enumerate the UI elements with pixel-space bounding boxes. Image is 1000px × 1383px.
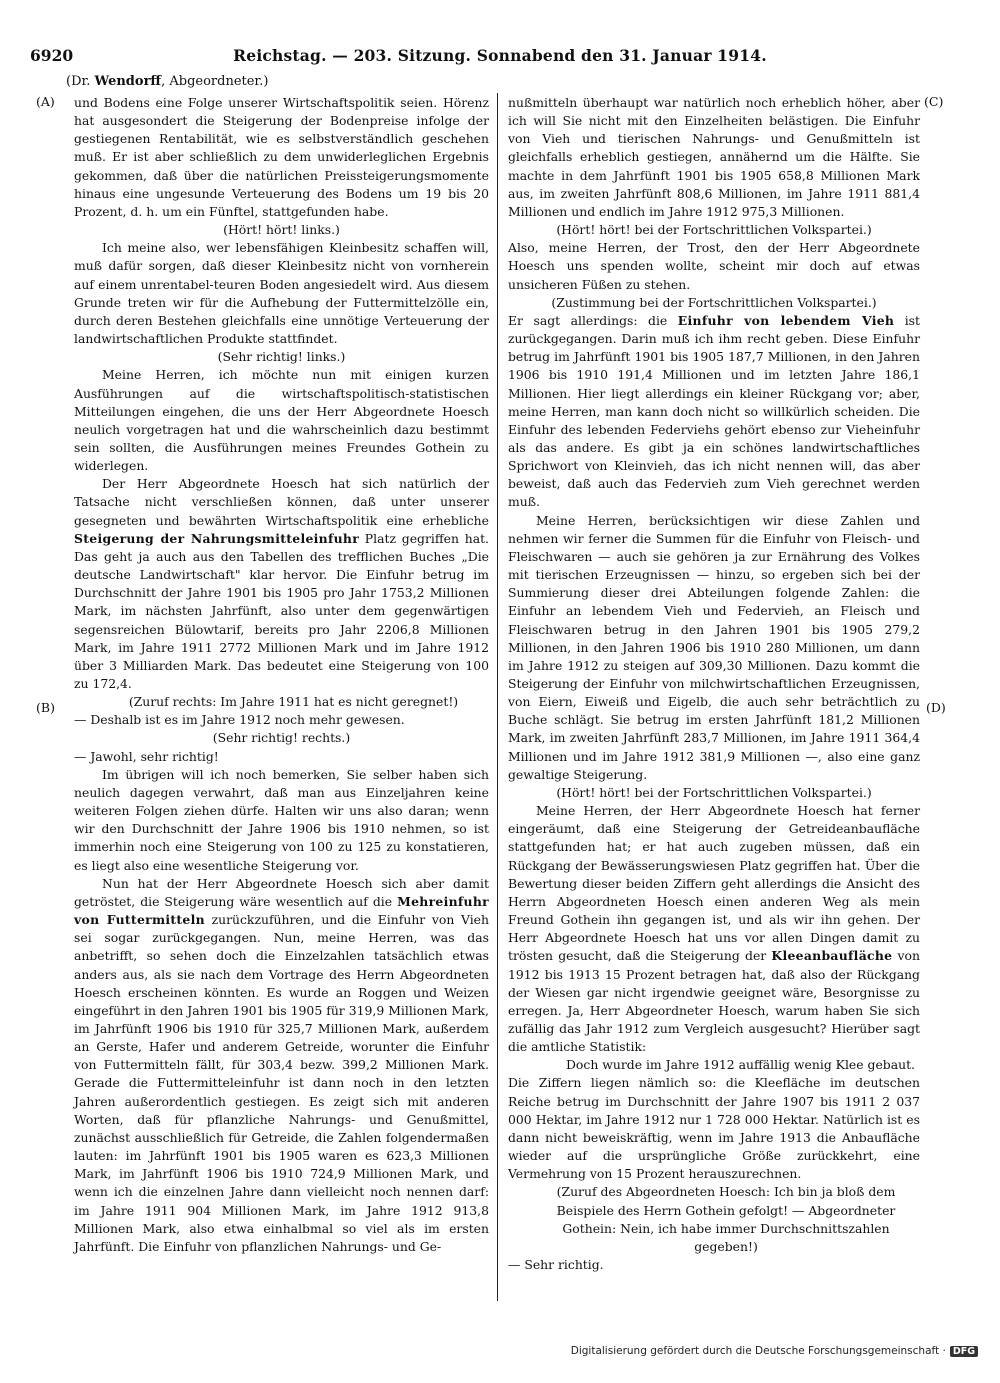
text-run: ist zurückgegangen. Darin muß ich ihm recht geben. Diese Einfuhr betrug im Jahrfünft 1901 bis 1905 187,7 Millionen, in den Jahren 1906 bis 1910 191,4 Millionen und im letzten Jahre 186,1 Millionen. Hier liegt allerdings ein kleiner Rückgang vor; aber, meine Herren, man kann doch nicht so willkürlich scheiden. Die Einfuhr des lebenden Federviehs gehört ebenso zur Vieheinfuhr als das andere. Es gibt ja ein schönes landwirtschaftliches Sprichwort von Kleinvieh, das ich nicht nennen will, das aber beweist, daß auch das Federvieh zum Vieh gerechnet werden muß.: [508, 312, 921, 510]
interjection: (Zuruf des Abgeordneten Hoesch: Ich bin ja bloß dem Beispiele des Herrn Gothein gefolgt! — Abgeordneter Gothein: Nein, ich habe immer Durchschnittszahlen gegeben!): [556, 1184, 896, 1254]
page-number: 6920: [30, 46, 74, 65]
interjection: (Sehr richtig! rechts.): [212, 730, 351, 746]
left-column: [74, 94, 489, 1256]
speaker-prefix: (Dr.: [66, 74, 95, 89]
margin-marker-d: (D): [926, 700, 946, 715]
column-divider: [497, 93, 498, 1301]
paragraph: [74, 875, 489, 1256]
text-run: Der Herr Abgeordnete Hoesch hat sich natürlich der Tatsache nicht verschließen können, daß unter unserer gesegneten und bewährten Wirtschaftspolitik eine erhebliche: [74, 476, 489, 528]
text-run: Nun hat der Herr Abgeordnete Hoesch sich aber damit getröstet, die Steigerung wäre wesentlich auf die: [74, 875, 489, 909]
right-column: [508, 94, 920, 1274]
paragraph: [508, 802, 920, 1056]
paragraph: Also, meine Herren, der Trost, den der Herr Abgeordnete Hoesch uns spenden wollte, scheint mir doch auf etwas unsicheren Füßen zu stehen.: [508, 240, 920, 292]
dfg-logo: DFG: [950, 1346, 978, 1357]
bold-term: Kleeanbaufläche: [771, 948, 893, 964]
margin-marker-c: (C): [924, 94, 944, 109]
speaker-line: [66, 74, 268, 89]
paragraph: Die Ziffern liegen nämlich so: die Kleefläche im deutschen Reiche betrug im Durchschnitt der Jahre 1907 bis 1911 2 037 000 Hektar, im Jahre 1912 nur 1 728 000 Hektar. Natürlich ist es dann nicht beweiskräftig, wenn im Jahre 1913 die Anbaufläche wieder auf die ursprüngliche Größe zurückkehrt, eine Vermehrung von 15 Prozent herauszurechnen.: [508, 1075, 920, 1182]
text-run: Meine Herren, der Herr Abgeordnete Hoesch hat ferner eingeräumt, daß eine Steigerung der Getreideanbaufläche stattgefunden hat; er hat auch zugeben müssen, daß ein Rückgang der Bewässerungswiesen Platz gegriffen hat. Über die Bewertung dieser beiden Ziffern geht allerdings die Ansicht des Herrn Abgeordneten Hoesch einen anderen Weg als mein Freund Gothein ihn gegangen ist, und als wir ihn gehen. Der Herr Abgeordnete Hoesch hat uns vor allen Dingen damit zu trösten gesucht, daß die Steigerung der: [508, 803, 920, 964]
text-run: Platz gegriffen hat. Das geht ja auch aus den Tabellen des trefflichen Buches „Die deutsche Landwirtschaft" klar hervor. Die Einfuhr betrug im Durchschnitt der Jahre 1901 bis 1905 pro Jahr 1753,2 Millionen Mark, im nächsten Jahrfünft, also unter dem gegenwärtigen segensreichen Bülowtarif, bereits pro Jahr 2206,8 Millionen Mark, im Jahre 1911 2772 Millionen Mark und im Jahre 1912 über 3 Milliarden Mark. Das bedeutet eine Steigerung von 100 zu 172,4.: [74, 530, 489, 691]
paragraph: — Deshalb ist es im Jahre 1912 noch mehr gewesen.: [74, 712, 405, 728]
interjection: (Hört! hört! bei der Fortschrittlichen Volkspartei.): [556, 222, 872, 238]
paragraph: Ich meine also, wer lebensfähigen Kleinbesitz schaffen will, muß dafür sorgen, daß dieser Kleinbesitz nicht von vornherein auf einem unrentabel-teuren Boden angesiedelt wird. Aus diesem Grunde treten wir für die Aufhebung der Futtermittelzölle ein, durch deren Bestehen gleichfalls eine unnötige Verteuerung der landwirtschaftlichen Produkte stattfindet.: [74, 240, 489, 347]
paragraph: nußmitteln überhaupt war natürlich noch erheblich höher, aber ich will Sie nicht mit den Einzelheiten belästigen. Die Einfuhr von Vieh und tierischen Nahrungs- und Genußmitteln ist gleichfalls erheblich gestiegen, annähernd um die Hälfte. Sie machte in dem Jahrfünft 1901 bis 1905 658,8 Millionen Mark aus, im zweiten Jahrfünft 808,6 Millionen, im Jahre 1911 881,4 Millionen und endlich im Jahre 1912 975,3 Millionen.: [508, 95, 920, 219]
interjection: (Zuruf rechts: Im Jahre 1911 hat es nicht geregnet!): [128, 694, 459, 710]
margin-marker-b: (B): [36, 700, 55, 715]
text-run: Er sagt allerdings: die: [508, 312, 678, 328]
text-run: zurückzuführen, und die Einfuhr von Vieh sei sogar zurückgegangen. Nun, meine Herren, was das anbetrifft, so sehen doch die Einzelzahlen tatsächlich etwas anders aus, als sie nach dem Vortrage des Herrn Abgeordneten Hoesch erscheinen könnten. Es wurde an Roggen und Weizen eingeführt in den Jahren 1901 bis 1905 für 319,9 Millionen Mark, im Jahrfünft 1906 bis 1910 für 325,7 Millionen Mark, außerdem an Gerste, Hafer und anderem Getreide, worunter die Einfuhr von Futtermitteln fällt, für 303,4 bezw. 399,2 Millionen Mark. Gerade die Futtermitteleinfuhr ist dann noch in den letzten Jahren außerordentlich gestiegen. Es zeigt sich mit anderen Worten, daß für pflanzliche Nahrungs- und Genußmittel, zunächst ausschließlich für Getreide, die Zahlen folgendermaßen lauten: im Jahrfünft 1901 bis 1905 waren es 623,3 Millionen Mark, im Jahrfünft 1906 bis 1910 724,9 Millionen Mark, und wenn ich die einzelnen Jahre dann vielleicht noch nennen darf: im Jahre 1911 904 Millionen Mark, im Jahre 1912 913,8 Millionen Mark, also etwa einhalbmal so viel als im ersten Jahrfünft. Die Einfuhr von pflanzlichen Nahrungs- und Ge-: [74, 912, 489, 1254]
margin-marker-a: (A): [36, 94, 55, 109]
paragraph: — Jawohl, sehr richtig!: [74, 748, 219, 764]
interjection: (Sehr richtig! links.): [217, 349, 346, 365]
paragraph: Im übrigen will ich noch bemerken, Sie selber haben sich neulich dagegen verwahrt, daß man aus Einzeljahren keine weiteren Folgen ziehen dürfe. Halten wir uns also daran; wenn wir den Durchschnitt der Jahre 1906 bis 1910 nehmen, so ist immerhin noch eine Steigerung von 100 zu 125 zu konstatieren, es liegt also eine wesentliche Steigerung vor.: [74, 766, 489, 873]
paragraph: Meine Herren, ich möchte nun mit einigen kurzen Ausführungen auf die wirtschaftspolitisch-statistischen Mitteilungen eingehen, die uns der Herr Abgeordnete Hoesch neulich vorgetragen hat und die wahrscheinlich dazu bestimmt sein sollten, die Ausführungen meines Freundes Gothein zu widerlegen.: [74, 367, 489, 474]
paragraph: [74, 475, 489, 693]
funding-footer: [571, 1345, 978, 1357]
interjection: (Zustimmung bei der Fortschrittlichen Volkspartei.): [551, 294, 877, 310]
paragraph: — Sehr richtig.: [508, 1257, 604, 1272]
paragraph: und Bodens eine Folge unserer Wirtschaftspolitik seien. Hörenz hat ausgesondert die Steigerung der Bodenpreise infolge der gestiegenen Rentabilität, wie es selbstverständlich geschehen muß. Er ist aber schließlich zu dem unwiderleglichen Ergebnis gekommen, daß über die natürlichen Preissteigerungsmomente hinaus eine ungesunde Verteuerung des Bodens um 19 bis 20 Prozent, d. h. um ein Fünftel, stattgefunden habe.: [74, 95, 489, 219]
speaker-suffix: , Abgeordneter.): [161, 74, 269, 89]
bold-term: Steigerung der Nahrungsmitteleinfuhr: [74, 530, 360, 546]
interjection: (Hört! hört! bei der Fortschrittlichen Volkspartei.): [556, 784, 872, 800]
interjection: (Hört! hört! links.): [223, 222, 340, 238]
page-header: [30, 46, 970, 68]
paragraph: [508, 312, 920, 512]
page-title: Reichstag. — 203. Sitzung. Sonnabend den 31. Januar 1914.: [233, 46, 767, 65]
paragraph: Meine Herren, berücksichtigen wir diese Zahlen und nehmen wir ferner die Summen für die Einfuhr von Fleisch- und Fleischwaren — auch sie gehören ja zur Ernährung des Volkes mit tierischen Erzeugnissen — hinzu, so ergeben sich bei der Summierung dieser drei Abteilungen folgende Zahlen: die Einfuhr an lebendem Vieh und Federvieh, an Fleisch und Fleischwaren betrug in den Jahren 1901 bis 1905 279,2 Millionen, in den Jahren 1906 bis 1910 280 Millionen, um dann im Jahre 1912 zu steigen auf 309,30 Millionen. Dazu kommt die Steigerung der Einfuhr von milchwirtschaftlichen Erzeugnissen, von Eiern, Eiweiß und Eigelb, die auch sehr beträchtlich zu Buche schlägt. Sie betrug im ersten Jahrfünft 181,2 Millionen Mark, im zweiten Jahrfünft 283,7 Millionen, im Jahre 1911 364,4 Millionen und im Jahre 1912 381,9 Millionen —, also eine ganz gewaltige Steigerung.: [508, 512, 920, 782]
speaker-name: Wendorff: [94, 74, 162, 89]
bold-term: Mehreinfuhr von Futtermitteln: [74, 893, 489, 928]
text-run: von 1912 bis 1913 15 Prozent betragen hat, daß also der Rückgang der Wiesen gar nicht irgendwie geeignet wäre, Besorgnisse zu erregen. Ja, Herr Abgeordneter Hoesch, warum haben Sie sich zufällig das Jahr 1912 zum Vergleich ausgesucht? Hierüber sagt die amtliche Statistik:: [508, 948, 920, 1055]
bold-term: Einfuhr von lebendem Vieh: [677, 312, 895, 328]
footer-text: Digitalisierung gefördert durch die Deutsche Forschungsgemeinschaft ·: [570, 1345, 946, 1357]
quotation: Doch wurde im Jahre 1912 auffällig wenig Klee gebaut.: [566, 1057, 915, 1073]
